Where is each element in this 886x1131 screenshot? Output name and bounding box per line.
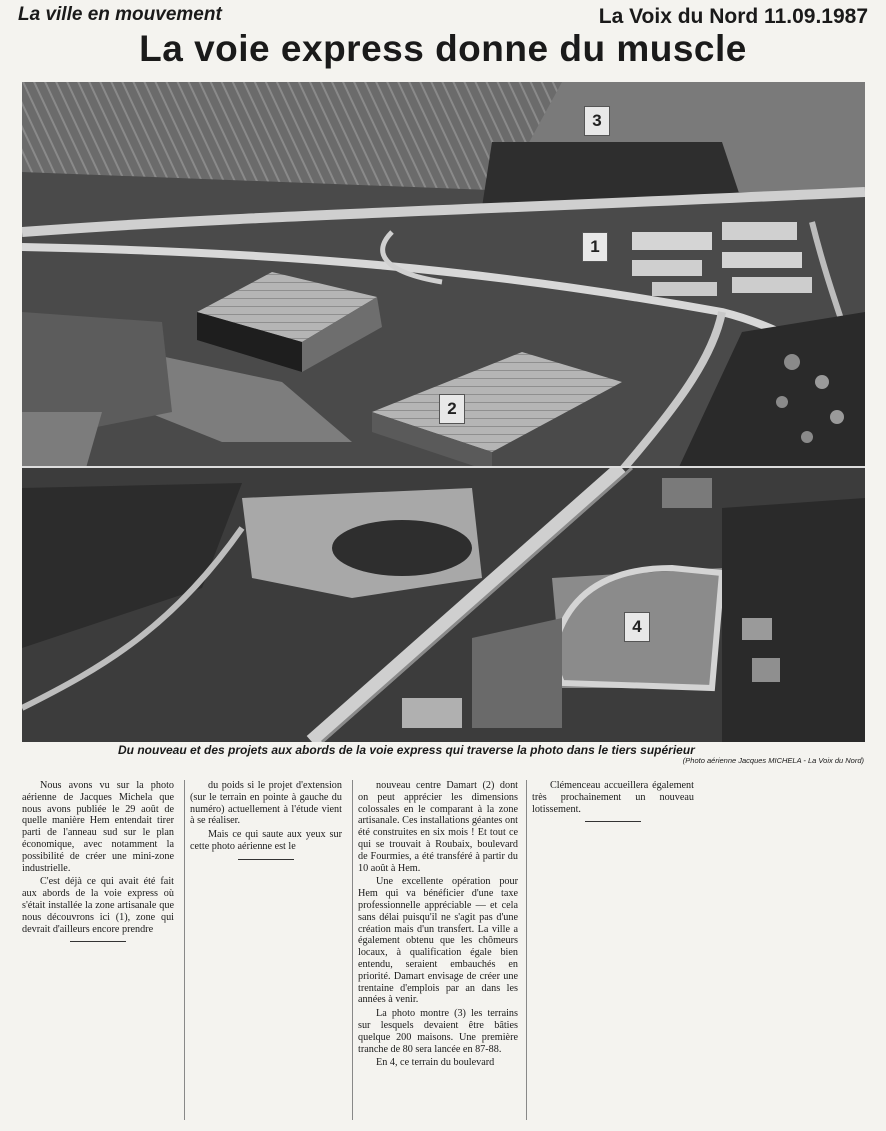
- column-end-rule: [238, 859, 294, 860]
- article-paragraph: C'est déjà ce qui avait été fait aux abords de la voie express où s'était installée la zone artisanale que nous découvrons ici (1), zone qui devrait d'ailleurs encore prendre: [22, 876, 174, 935]
- photo-credit: (Photo aérienne Jacques MICHELA - La Voix du Nord): [682, 756, 864, 765]
- column-end-rule: [70, 941, 126, 942]
- article-paragraph: nouveau centre Damart (2) dont on peut apprécier les dimensions colossales en le comparant à la zone artisanale. Ces installations géantes ont été construites en six mois ! Et tout ce qui se trouvait à Roubaix, boulevard de Fourmies, a été transféré à partir du 10 août à Hem.: [358, 780, 518, 874]
- article-paragraph: Clémenceau accueillera également très prochainement un nouveau lotissement.: [532, 780, 694, 815]
- aerial-photo-bottom: [22, 466, 865, 742]
- article-paragraph: En 4, ce terrain du boulevard: [376, 1057, 495, 1069]
- article-column-3: [358, 780, 518, 1071]
- photo-marker-1: 1: [582, 232, 608, 262]
- article-headline: La voie express donne du muscle: [139, 28, 747, 69]
- article-paragraph: Mais ce qui saute aux yeux sur cette photo aérienne est le: [190, 829, 342, 852]
- aerial-photo-bottom-image: [22, 468, 865, 742]
- article-paragraph: Une excellente opération pour Hem qui va bénéficier d'une taxe professionnelle appréciable — et cela sans délai puisqu'il ne s'agit pas d'une création mais d'un transfert. La ville a également obtenu que les chômeurs locaux, à qualification égale bien entendu, seraient embauchés en priorité. Damart envisage de créer une trentaine d'emplois par an dans les années à venir.: [358, 876, 518, 1006]
- article-column-2: [190, 780, 342, 860]
- column-divider: [352, 780, 353, 1120]
- column-end-rule: [585, 821, 641, 822]
- newspaper-source: La Voix du Nord 11.09.1987: [598, 5, 868, 28]
- photo-marker-4: 4: [624, 612, 650, 642]
- aerial-photo-top: [22, 82, 865, 482]
- photo-marker-3: 3: [584, 106, 610, 136]
- article-paragraph: du poids si le projet d'extension (sur le terrain en pointe à gauche du numéro) actuellement à l'étude vient à se réaliser.: [190, 780, 342, 827]
- photo-marker-2: 2: [439, 394, 465, 424]
- section-rubric: La ville en mouvement: [18, 4, 222, 25]
- article-column-1: [22, 780, 174, 942]
- article-column-4: [532, 780, 694, 822]
- article-paragraph: La photo montre (3) les terrains sur lesquels devaient être bâties quelque 200 maisons. Une première tranche de 80 sera lancée en 87-88.: [358, 1008, 518, 1055]
- column-divider: [526, 780, 527, 1120]
- photo-caption: Du nouveau et des projets aux abords de la voie express qui traverse la photo dans le tiers supérieur: [118, 743, 695, 757]
- column-divider: [184, 780, 185, 1120]
- article-paragraph: Nous avons vu sur la photo aérienne de Jacques Michela que nous avons publiée le 29 août de quelle manière Hem entendait tirer parti de l'anneau sud sur le plan économique, avec notamment la possibilité de créer une mini-zone industrielle.: [22, 780, 174, 874]
